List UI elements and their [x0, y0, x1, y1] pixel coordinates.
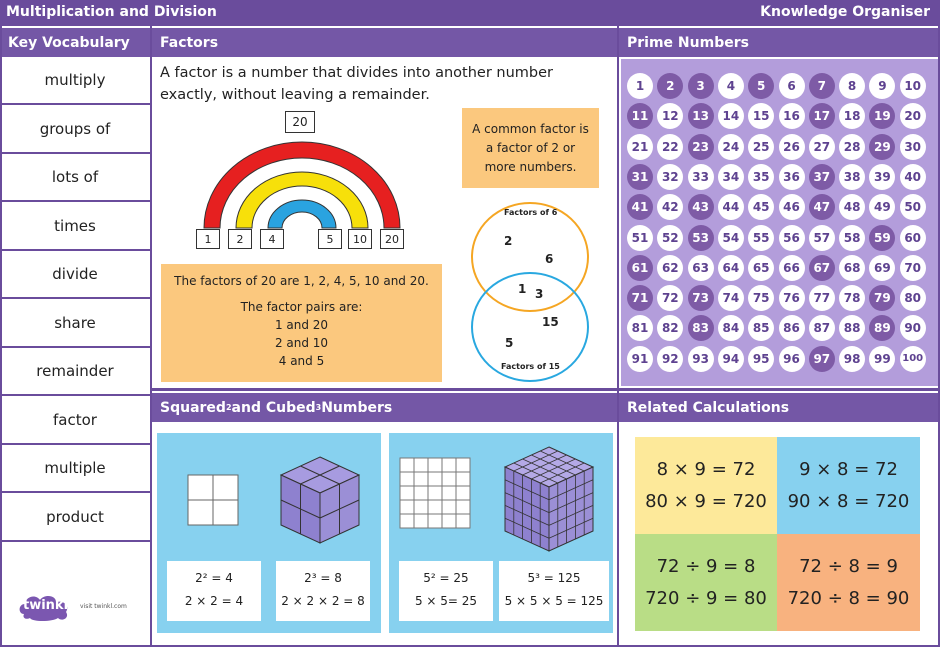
prime-number-cell: 31	[627, 164, 653, 190]
vocab-item: multiple	[0, 445, 150, 493]
number-cell: 66	[779, 255, 805, 281]
related-panel	[619, 391, 940, 647]
vocab-item: multiply	[0, 57, 150, 105]
number-cell: 35	[748, 164, 774, 190]
number-cell: 48	[839, 194, 865, 220]
rainbow-number-box: 10	[348, 229, 372, 249]
number-cell: 36	[779, 164, 805, 190]
number-cell: 21	[627, 134, 653, 160]
number-cell: 40	[900, 164, 926, 190]
number-cell: 98	[839, 346, 865, 372]
five-blocks-panel	[389, 433, 613, 633]
grid-square	[442, 500, 456, 514]
grid-square	[456, 486, 470, 500]
heading-sup: 3	[315, 403, 322, 412]
common-factor-note	[462, 108, 599, 188]
number-cell: 99	[869, 346, 895, 372]
calc-box	[499, 561, 609, 621]
number-cell: 28	[839, 134, 865, 160]
grid-square	[442, 472, 456, 486]
number-cell: 68	[839, 255, 865, 281]
rainbow-number-box: 20	[380, 229, 404, 249]
number-cell: 50	[900, 194, 926, 220]
prime-number-cell: 61	[627, 255, 653, 281]
number-cell: 8	[839, 73, 865, 99]
related-line: 72 ÷ 9 = 8	[656, 555, 756, 577]
number-cell: 96	[779, 346, 805, 372]
factor-summary-box	[161, 264, 442, 382]
factor-summary-line: The factors of 20 are 1, 2, 4, 5, 10 and 20.	[174, 274, 429, 288]
grid-square	[442, 458, 456, 472]
prime-number-cell: 53	[688, 225, 714, 251]
grid-square	[414, 472, 428, 486]
number-cell: 10	[900, 73, 926, 99]
number-cell: 87	[809, 315, 835, 341]
related-quad	[635, 534, 777, 631]
number-cell: 33	[688, 164, 714, 190]
number-cell: 54	[718, 225, 744, 251]
vocab-item: lots of	[0, 154, 150, 202]
calc-line: 2² = 4	[195, 571, 233, 585]
number-cell: 6	[779, 73, 805, 99]
venn-label-six: Factors of 6	[504, 208, 558, 217]
calc-box	[399, 561, 493, 621]
number-cell: 42	[657, 194, 683, 220]
number-cell: 81	[627, 315, 653, 341]
number-cell: 93	[688, 346, 714, 372]
number-cell: 58	[839, 225, 865, 251]
grid-square	[414, 500, 428, 514]
factor-pair: 1 and 20	[274, 318, 329, 332]
number-cell: 32	[657, 164, 683, 190]
number-cell: 95	[748, 346, 774, 372]
two-squared-grid	[187, 474, 239, 526]
number-cell: 26	[779, 134, 805, 160]
number-cell: 34	[718, 164, 744, 190]
number-cell: 18	[839, 103, 865, 129]
five-cubed-cube	[501, 443, 597, 555]
calc-line: 2³ = 8	[304, 571, 342, 585]
squared-cubed-heading	[152, 393, 617, 422]
grid-square	[400, 458, 414, 472]
number-cell: 63	[688, 255, 714, 281]
five-squared-grid	[399, 457, 471, 529]
prime-number-cell: 2	[657, 73, 683, 99]
number-cell: 16	[779, 103, 805, 129]
prime-number-cell: 67	[809, 255, 835, 281]
number-cell: 49	[869, 194, 895, 220]
number-cell: 9	[869, 73, 895, 99]
prime-number-cell: 41	[627, 194, 653, 220]
two-cubed-cube	[279, 455, 361, 545]
number-cell: 64	[718, 255, 744, 281]
number-cell: 4	[718, 73, 744, 99]
number-cell: 44	[718, 194, 744, 220]
prime-number-cell: 71	[627, 285, 653, 311]
prime-number-cell: 17	[809, 103, 835, 129]
factor-definition: A factor is a number that divides into another number exactly, without leaving a remainder.	[160, 65, 553, 103]
number-cell: 55	[748, 225, 774, 251]
prime-number-cell: 7	[809, 73, 835, 99]
grid-square	[400, 472, 414, 486]
grid-square	[414, 458, 428, 472]
related-line: 720 ÷ 9 = 80	[645, 587, 767, 609]
number-cell: 75	[748, 285, 774, 311]
related-quad	[635, 437, 777, 534]
vocab-item: factor	[0, 397, 150, 445]
number-cell: 14	[718, 103, 744, 129]
heading-part: and Cubed	[231, 399, 316, 416]
prime-number-cell: 89	[869, 315, 895, 341]
factors-heading: Factors	[152, 28, 617, 57]
prime-grid	[621, 59, 938, 386]
grid-square	[428, 486, 442, 500]
twinkl-wordmark: twinkl	[23, 598, 69, 613]
prime-number-cell: 97	[809, 346, 835, 372]
number-cell: 12	[657, 103, 683, 129]
twinkl-logo	[18, 592, 128, 624]
number-cell: 74	[718, 285, 744, 311]
related-line: 8 × 9 = 72	[656, 458, 756, 480]
grid-square	[400, 514, 414, 528]
grid-square	[442, 486, 456, 500]
number-cell: 30	[900, 134, 926, 160]
number-cell: 84	[718, 315, 744, 341]
related-quad	[777, 437, 920, 534]
prime-number-cell: 79	[869, 285, 895, 311]
number-cell: 94	[718, 346, 744, 372]
grid-square	[428, 458, 442, 472]
prime-number-cell: 29	[869, 134, 895, 160]
number-cell: 76	[779, 285, 805, 311]
heading-part: Numbers	[321, 399, 393, 416]
related-line: 9 × 8 = 72	[799, 458, 898, 480]
grid-square	[400, 486, 414, 500]
rainbow-number-box: 1	[196, 229, 220, 249]
prime-number-cell: 23	[688, 134, 714, 160]
grid-square	[428, 514, 442, 528]
number-cell: 78	[839, 285, 865, 311]
prime-number-cell: 19	[869, 103, 895, 129]
rainbow-number-box: 5	[318, 229, 342, 249]
vocab-item: times	[0, 203, 150, 251]
number-cell: 15	[748, 103, 774, 129]
twinkl-link[interactable]: visit twinkl.com	[80, 603, 127, 610]
vocab-item: remainder	[0, 348, 150, 396]
vocabulary-panel	[0, 26, 152, 647]
venn-value: 3	[535, 287, 544, 301]
venn-label-fifteen: Factors of 15	[501, 362, 560, 371]
number-cell: 85	[748, 315, 774, 341]
number-cell: 92	[657, 346, 683, 372]
grid-square	[442, 514, 456, 528]
related-heading: Related Calculations	[619, 393, 940, 422]
rainbow-top-number: 20	[285, 111, 315, 133]
vocab-item: groups of	[0, 106, 150, 154]
number-cell: 86	[779, 315, 805, 341]
number-cell: 22	[657, 134, 683, 160]
prime-number-cell: 83	[688, 315, 714, 341]
number-cell: 25	[748, 134, 774, 160]
factor-pairs-heading: The factor pairs are:	[240, 300, 363, 314]
heading-sup: 2	[225, 403, 232, 412]
number-cell: 1	[627, 73, 653, 99]
squared-cubed-panel	[152, 391, 619, 647]
related-line: 90 × 8 = 720	[787, 490, 910, 512]
rainbow-number-box: 4	[260, 229, 284, 249]
calc-line: 5² = 25	[423, 571, 469, 585]
number-cell: 82	[657, 315, 683, 341]
number-cell: 38	[839, 164, 865, 190]
vocab-item: product	[0, 494, 150, 542]
grid-square	[456, 500, 470, 514]
page-subtitle: Knowledge Organiser	[760, 4, 930, 20]
common-factor-text: A common factor is a factor of 2 or more numbers.	[472, 121, 589, 174]
grid-square	[428, 472, 442, 486]
number-cell: 57	[809, 225, 835, 251]
factors-panel	[152, 26, 619, 391]
heading-part: Squared	[160, 399, 226, 416]
venn-value: 1	[518, 282, 527, 296]
grid-square	[456, 472, 470, 486]
related-quad	[777, 534, 920, 631]
number-cell: 90	[900, 315, 926, 341]
vocabulary-heading: Key Vocabulary	[0, 28, 150, 57]
prime-number-cell: 3	[688, 73, 714, 99]
primes-heading: Prime Numbers	[619, 28, 940, 57]
calc-line: 5 × 5= 25	[414, 594, 478, 608]
two-blocks-panel	[157, 433, 381, 633]
factor-pair: 4 and 5	[278, 354, 325, 368]
factor-rainbow	[192, 134, 412, 234]
number-cell: 70	[900, 255, 926, 281]
number-cell: 91	[627, 346, 653, 372]
calc-box	[167, 561, 261, 621]
number-cell: 72	[657, 285, 683, 311]
related-line: 80 × 9 = 720	[645, 490, 767, 512]
grid-square	[456, 458, 470, 472]
number-cell: 52	[657, 225, 683, 251]
number-cell: 100	[900, 346, 926, 372]
number-cell: 20	[900, 103, 926, 129]
prime-number-cell: 13	[688, 103, 714, 129]
calc-line: 5 × 5 × 5 = 125	[504, 594, 604, 608]
number-cell: 46	[779, 194, 805, 220]
prime-number-cell: 11	[627, 103, 653, 129]
number-cell: 77	[809, 285, 835, 311]
prime-number-cell: 43	[688, 194, 714, 220]
grid-square	[400, 500, 414, 514]
grid-square	[428, 500, 442, 514]
primes-panel	[619, 26, 940, 391]
number-cell: 39	[869, 164, 895, 190]
vocab-item: share	[0, 300, 150, 348]
rainbow-number-box: 2	[228, 229, 252, 249]
grid-square	[414, 514, 428, 528]
page-title: Multiplication and Division	[6, 4, 217, 20]
number-cell: 62	[657, 255, 683, 281]
venn-diagram	[470, 202, 592, 382]
top-bar	[0, 0, 940, 26]
number-cell: 69	[869, 255, 895, 281]
venn-value: 2	[504, 234, 513, 248]
prime-number-cell: 5	[748, 73, 774, 99]
number-cell: 60	[900, 225, 926, 251]
number-cell: 56	[779, 225, 805, 251]
number-cell: 88	[839, 315, 865, 341]
grid-square	[414, 486, 428, 500]
vocab-item: divide	[0, 251, 150, 299]
prime-number-cell: 37	[809, 164, 835, 190]
venn-value: 15	[542, 315, 559, 329]
calc-box	[276, 561, 370, 621]
factor-pair: 2 and 10	[274, 336, 329, 350]
prime-number-cell: 73	[688, 285, 714, 311]
related-line: 72 ÷ 8 = 9	[799, 555, 898, 577]
number-cell: 51	[627, 225, 653, 251]
calc-line: 2 × 2 × 2 = 8	[281, 594, 365, 608]
venn-value: 6	[545, 252, 554, 266]
related-line: 720 ÷ 8 = 90	[787, 587, 910, 609]
prime-number-cell: 47	[809, 194, 835, 220]
calc-line: 2 × 2 = 4	[184, 594, 244, 608]
grid-square	[456, 514, 470, 528]
number-cell: 65	[748, 255, 774, 281]
number-cell: 27	[809, 134, 835, 160]
venn-value: 5	[505, 336, 514, 350]
calc-line: 5³ = 125	[527, 571, 581, 585]
number-cell: 80	[900, 285, 926, 311]
prime-number-cell: 59	[869, 225, 895, 251]
number-cell: 45	[748, 194, 774, 220]
number-cell: 24	[718, 134, 744, 160]
